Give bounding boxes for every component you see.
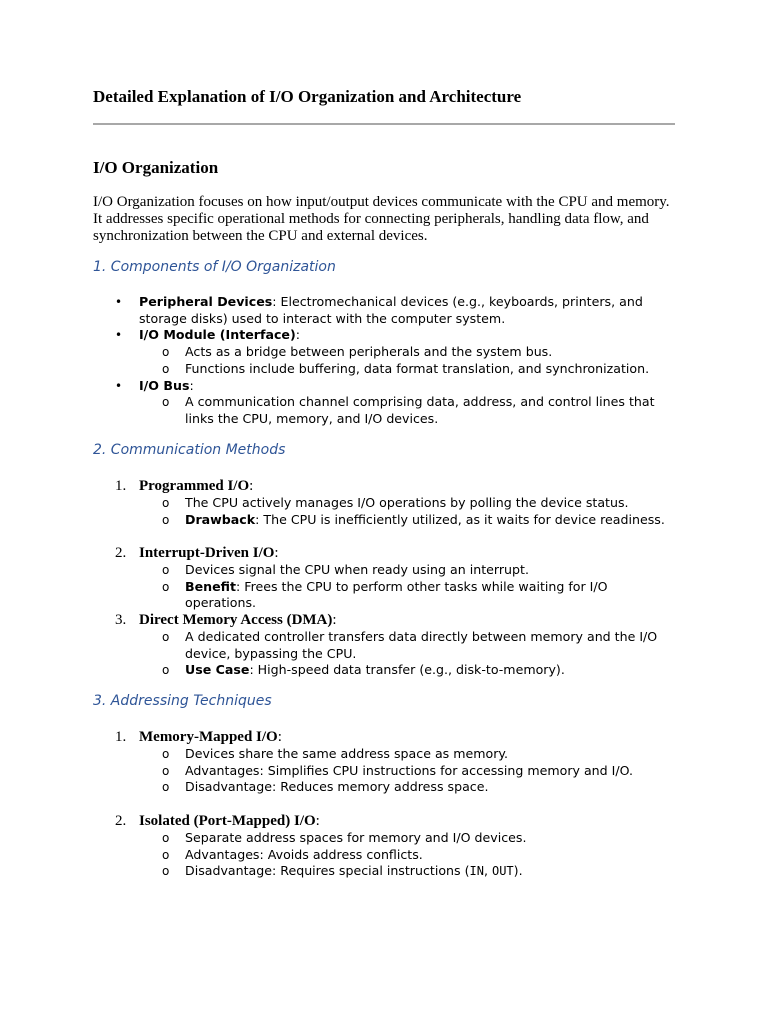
document-title: Detailed Explanation of I/O Organization and Architecture bbox=[93, 87, 522, 106]
sub-bullet-marker: o bbox=[162, 361, 170, 376]
item-number: 1. bbox=[115, 729, 127, 745]
bullet-marker: • bbox=[115, 328, 123, 343]
addressing-item-2 bbox=[93, 813, 675, 880]
item-number: 3. bbox=[115, 612, 127, 628]
sub-item bbox=[93, 495, 675, 512]
sub-item bbox=[93, 562, 675, 579]
sub-item-text: : The CPU is inefficiently utilized, as it waits for device readiness. bbox=[255, 511, 665, 527]
sub-bullet-marker: o bbox=[162, 663, 170, 678]
item-term: Isolated (Port-Mapped) I/O bbox=[139, 813, 316, 829]
item-sep: : bbox=[272, 294, 281, 309]
sub-item bbox=[93, 662, 675, 679]
item-sep: : bbox=[295, 327, 300, 343]
communication-item-2 bbox=[93, 545, 675, 612]
item-sep: : bbox=[189, 377, 194, 393]
sub-item-text: : Frees the CPU to perform other tasks while waiting for I/O operations. bbox=[185, 578, 608, 611]
sub-item bbox=[93, 394, 675, 427]
sub-item bbox=[93, 863, 675, 880]
section-heading: I/O Organization bbox=[93, 158, 219, 177]
sub-item-label: Benefit bbox=[185, 578, 237, 594]
item-term: Interrupt-Driven I/O bbox=[139, 545, 275, 561]
numbered-item bbox=[93, 545, 675, 562]
sub-item-text: Disadvantage: Requires special instructions ( bbox=[185, 863, 470, 879]
sub-item-text: Advantages: Simplifies CPU instructions for accessing memory and I/O. bbox=[185, 762, 634, 778]
item-sep: : bbox=[277, 729, 282, 745]
sub-bullet-marker: o bbox=[162, 579, 170, 594]
code-out: OUT bbox=[491, 864, 514, 879]
sub-bullet-marker: o bbox=[162, 345, 170, 360]
list-item bbox=[93, 327, 675, 344]
sub-bullet-marker: o bbox=[162, 630, 170, 644]
numbered-item bbox=[93, 729, 675, 746]
sub-item-label: Drawback bbox=[185, 511, 256, 527]
item-sep: : bbox=[274, 545, 279, 561]
sub-item bbox=[93, 629, 675, 662]
item-number: 2. bbox=[115, 545, 127, 561]
communication-item-1 bbox=[93, 478, 675, 528]
item-term: Memory-Mapped I/O bbox=[139, 729, 278, 745]
sub-bullet-marker: o bbox=[162, 395, 170, 410]
components-list bbox=[93, 294, 675, 428]
list-item bbox=[93, 378, 675, 395]
item-term: Peripheral Devices bbox=[139, 294, 273, 309]
item-sep: : bbox=[315, 813, 320, 829]
sub-item-text-end: ). bbox=[513, 863, 523, 879]
bullet-marker: • bbox=[115, 295, 123, 309]
addressing-item-1 bbox=[93, 729, 675, 796]
item-sep: : bbox=[249, 478, 254, 494]
item-sep: : bbox=[332, 612, 337, 628]
sub-item-text: : High-speed data transfer (e.g., disk-to-memory). bbox=[249, 662, 565, 678]
sub-item-text: A communication channel comprising data, address, and control lines that links the CPU, memory, and I/O devices. bbox=[185, 394, 655, 426]
title-divider bbox=[93, 123, 675, 125]
numbered-item bbox=[93, 478, 675, 495]
item-desc: Electromechanical devices (e.g., keyboards, printers, and storage disks) used to interact with the computer system. bbox=[139, 294, 643, 326]
components-heading: 1. Components of I/O Organization bbox=[93, 259, 336, 275]
communication-heading: 2. Communication Methods bbox=[93, 442, 286, 458]
item-number: 1. bbox=[115, 478, 127, 494]
sub-item-text: A dedicated controller transfers data directly between memory and the I/O device, bypassing the CPU. bbox=[185, 629, 658, 661]
sub-item-text: Devices signal the CPU when ready using an interrupt. bbox=[185, 562, 529, 577]
sub-item bbox=[93, 763, 675, 780]
sub-bullet-marker: o bbox=[162, 563, 170, 577]
list-item bbox=[93, 294, 675, 327]
sub-item-text: Functions include buffering, data format translation, and synchronization. bbox=[185, 360, 650, 376]
sub-bullet-marker: o bbox=[162, 496, 170, 510]
sub-item-text: Devices share the same address space as memory. bbox=[185, 746, 509, 761]
sub-item bbox=[93, 746, 675, 763]
item-term: I/O Module (Interface) bbox=[139, 327, 296, 343]
sub-bullet-marker: o bbox=[162, 847, 170, 862]
sub-bullet-marker: o bbox=[162, 763, 170, 778]
sub-item bbox=[93, 847, 675, 864]
intro-paragraph: I/O Organization focuses on how input/output devices communicate with the CPU and memory. It addresses specific operational methods for connecting peripherals, handling data flow, and synchronization between the CPU and external devices. bbox=[93, 194, 670, 244]
sub-item bbox=[93, 579, 675, 612]
numbered-item bbox=[93, 612, 675, 629]
sub-item bbox=[93, 361, 675, 378]
item-term: Programmed I/O bbox=[139, 478, 250, 494]
sub-item bbox=[93, 830, 675, 847]
sub-item-text: Advantages: Avoids address conflicts. bbox=[185, 846, 423, 862]
sub-item-label: Use Case bbox=[185, 662, 250, 678]
item-term: Direct Memory Access (DMA) bbox=[139, 612, 333, 628]
sub-item-text: Disadvantage: Reduces memory address space. bbox=[185, 779, 489, 795]
item-number: 2. bbox=[115, 813, 127, 829]
code-in: IN bbox=[469, 864, 484, 879]
sub-bullet-marker: o bbox=[162, 831, 170, 845]
sub-bullet-marker: o bbox=[162, 780, 170, 795]
sub-item-text: Separate address spaces for memory and I/O devices. bbox=[185, 830, 527, 845]
communication-item-3 bbox=[93, 612, 675, 679]
code-separator: , bbox=[483, 863, 492, 879]
sub-bullet-marker: o bbox=[162, 864, 170, 879]
sub-item bbox=[93, 512, 675, 529]
addressing-heading: 3. Addressing Techniques bbox=[93, 693, 272, 709]
sub-bullet-marker: o bbox=[162, 512, 170, 527]
item-term: I/O Bus bbox=[139, 377, 190, 393]
sub-bullet-marker: o bbox=[162, 747, 170, 761]
sub-item-text: The CPU actively manages I/O operations by polling the device status. bbox=[185, 495, 629, 510]
sub-item bbox=[93, 344, 675, 361]
sub-item-text: Acts as a bridge between peripherals and the system bus. bbox=[185, 344, 553, 360]
numbered-item bbox=[93, 813, 675, 830]
bullet-marker: • bbox=[115, 378, 123, 393]
sub-item bbox=[93, 779, 675, 796]
